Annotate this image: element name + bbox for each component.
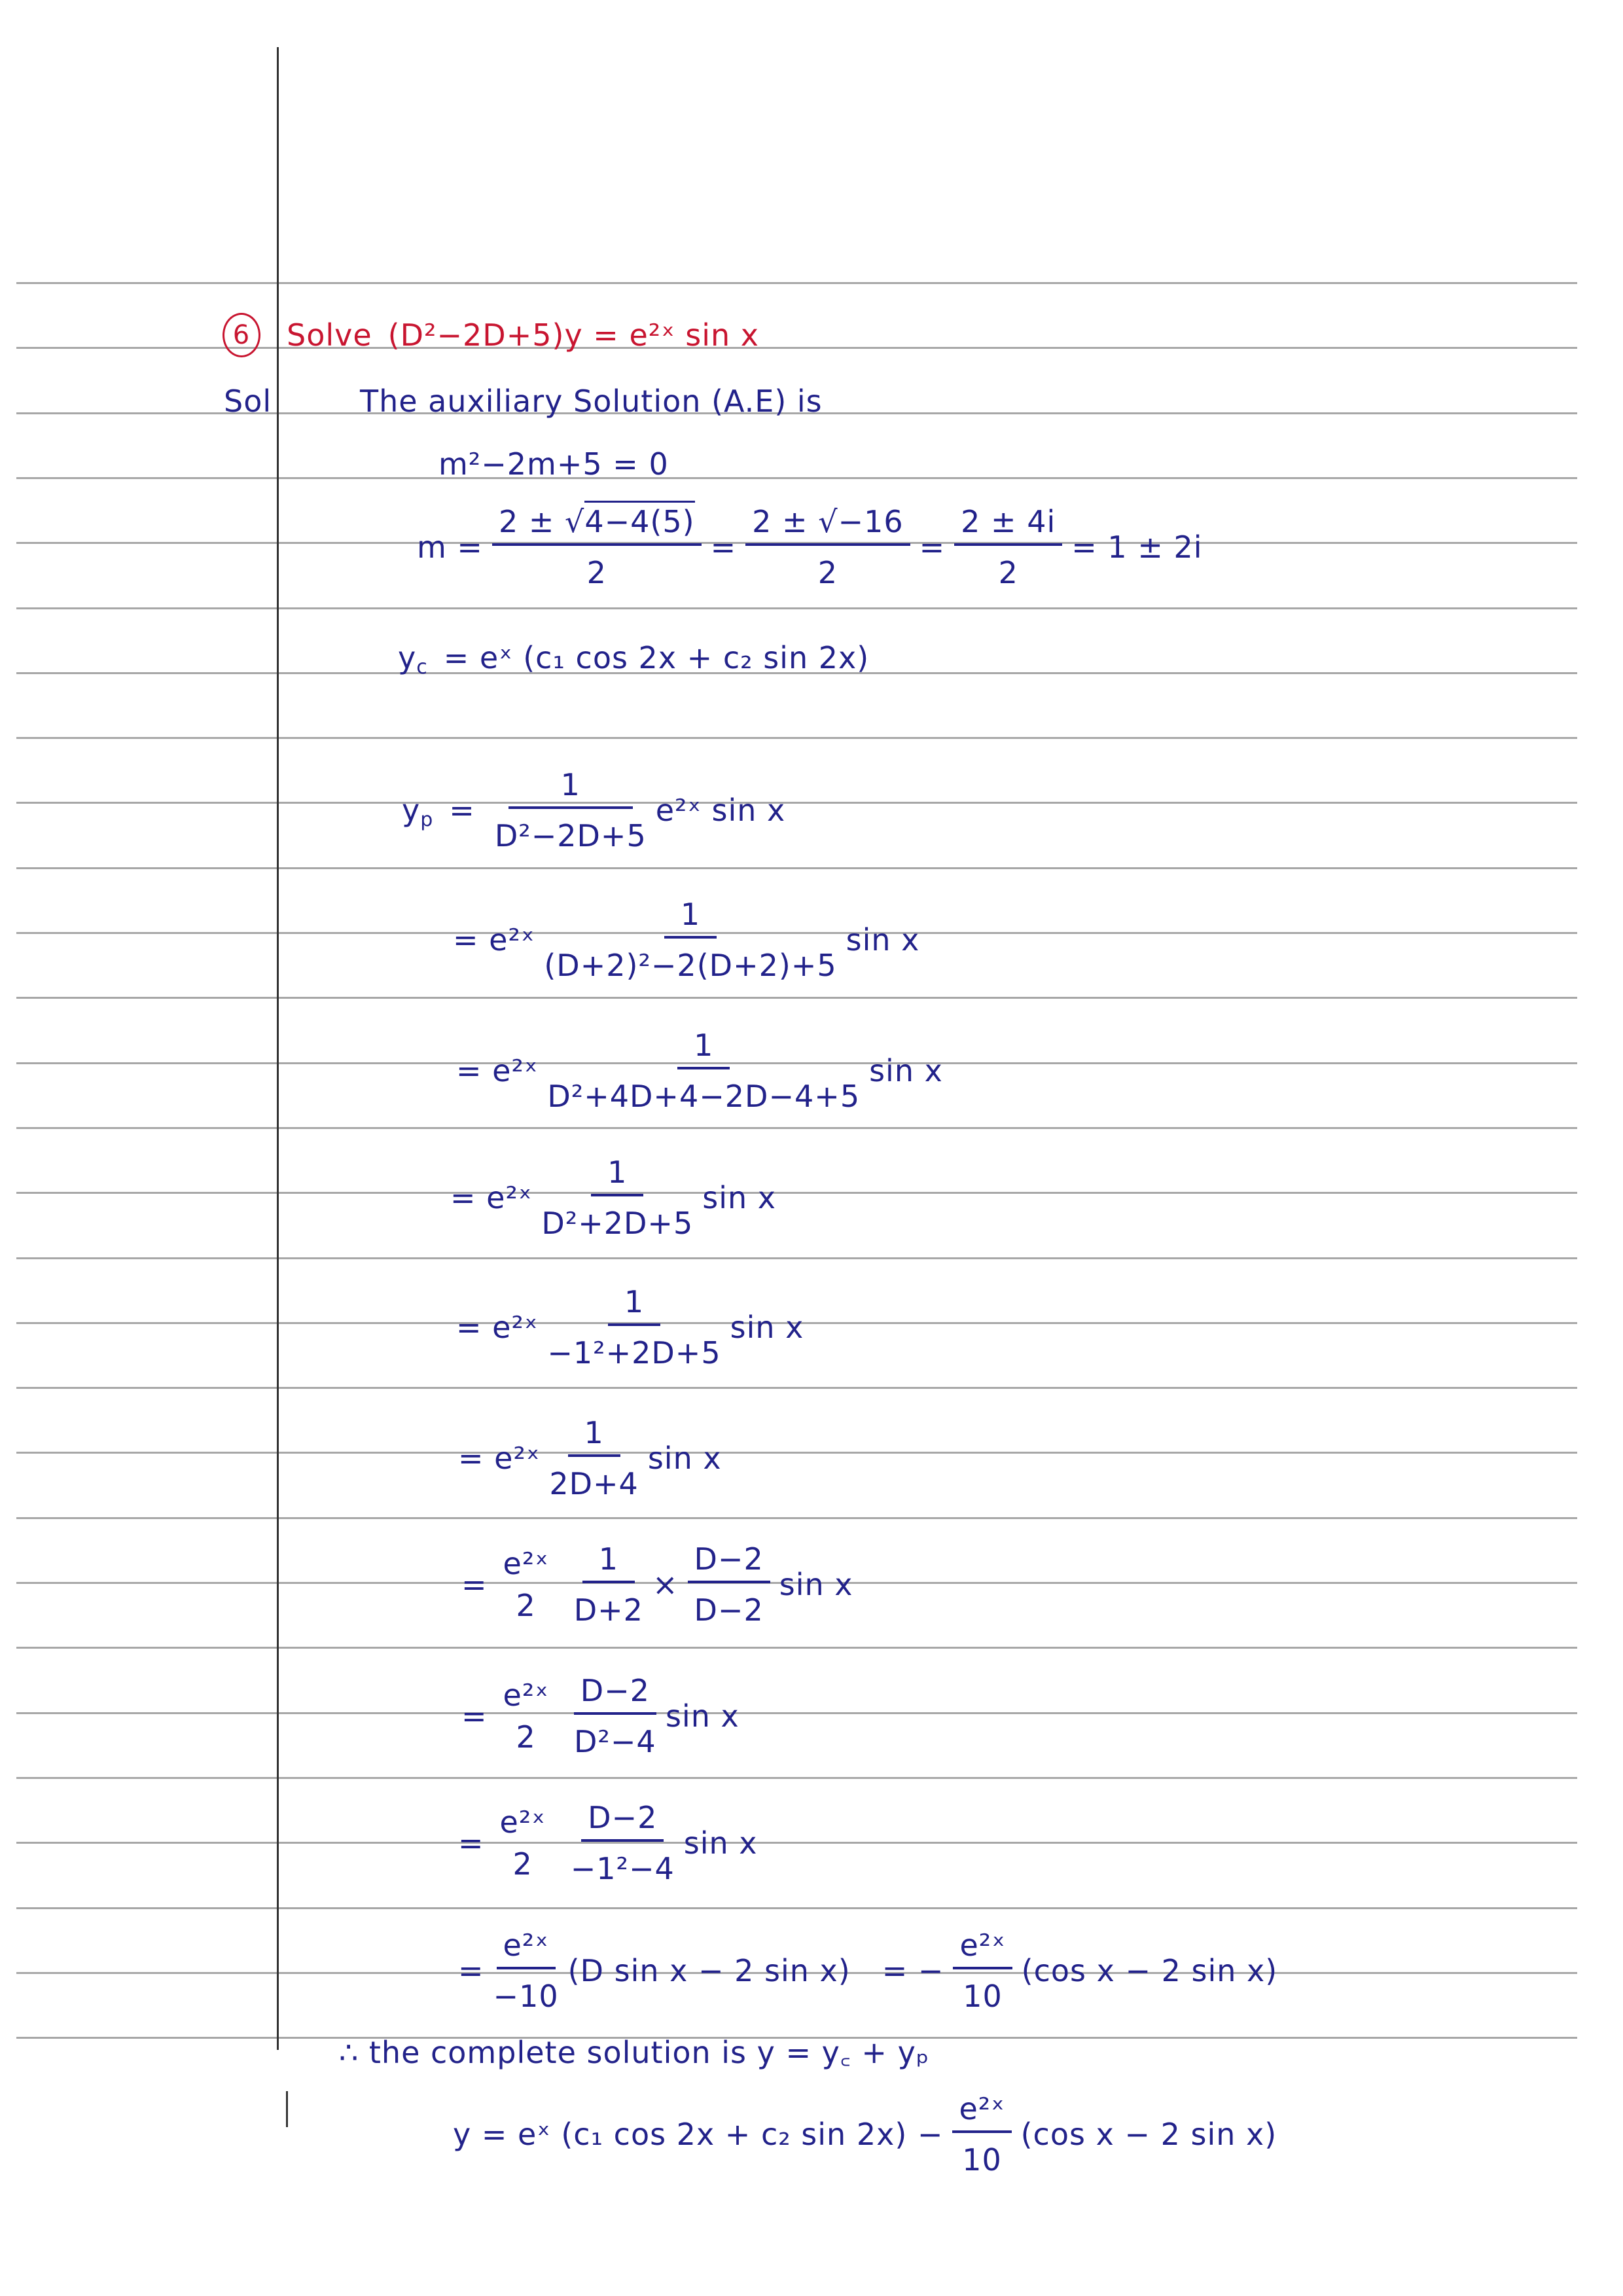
yp-rhs: e²ˣ sin x (655, 793, 786, 828)
den: D−2 (694, 1592, 764, 1628)
solution-label: Sol (224, 384, 272, 419)
num: 2 ± √−16 (745, 504, 910, 546)
step-post: sin x (846, 922, 920, 958)
num: 1 (677, 1028, 730, 1069)
den: D²−4 (574, 1724, 656, 1759)
equals-minus: = − (882, 1953, 944, 1988)
ruled-line (16, 477, 1577, 479)
den: 10 (963, 1979, 1003, 2014)
step-2 (456, 1028, 943, 1114)
den: −1²+2D+5 (547, 1335, 721, 1371)
den: (D+2)²−2(D+2)+5 (544, 948, 837, 983)
step-post: sin x (647, 1441, 722, 1476)
step-body: (D sin x − 2 sin x) (567, 1953, 851, 1988)
den: −1²−4 (570, 1851, 675, 1886)
step-9 (458, 1928, 1277, 2014)
den: D²+4D+4−2D−4+5 (547, 1079, 861, 1114)
roots-result: = 1 ± 2i (1071, 529, 1203, 565)
subscript: c (416, 655, 428, 679)
roots-lhs: m = (417, 529, 483, 565)
y: y (402, 793, 421, 828)
step-pre: = e²ˣ (458, 1441, 541, 1476)
ruled-line (16, 1517, 1577, 1519)
den: 2 (516, 1588, 536, 1623)
step-7 (461, 1673, 740, 1759)
step-5 (458, 1415, 722, 1501)
times: × (652, 1567, 679, 1602)
den: 2 (512, 1846, 533, 1882)
ruled-line (16, 802, 1577, 804)
fraction (544, 897, 836, 983)
ruled-line (16, 867, 1577, 869)
step-pre: = e²ˣ (456, 1310, 539, 1345)
fraction (549, 1415, 639, 1501)
fraction (574, 1541, 643, 1628)
ruled-line (16, 282, 1577, 284)
conclusion-text: ∴ the complete solution is y = y꜀ + yₚ (339, 2035, 930, 2070)
num: 1 (608, 1284, 660, 1326)
den: 2 (998, 555, 1018, 590)
fraction (547, 1028, 860, 1114)
step-post: sin x (730, 1310, 804, 1345)
problem-number: 6 (223, 313, 260, 357)
ruled-line (16, 607, 1577, 609)
solve-label: Solve (287, 317, 372, 353)
ruled-line (16, 1777, 1577, 1779)
num: 1 (664, 897, 717, 939)
fraction (495, 767, 647, 853)
step-pre: = e²ˣ (453, 922, 535, 958)
coef-fraction-2 (953, 1928, 1012, 2014)
num: 2 ± 4i (954, 504, 1062, 546)
final-solution (453, 2091, 1277, 2178)
root-fraction-1 (492, 504, 702, 590)
complementary-function (398, 640, 870, 679)
step-4 (456, 1284, 804, 1371)
final-rhs: (cos x − 2 sin x) (1020, 2117, 1277, 2152)
ruled-line (16, 1387, 1577, 1389)
equals: = (461, 1567, 488, 1602)
den: 2 (586, 555, 607, 590)
intro-text: The auxiliary Solution (A.E) is (360, 384, 823, 419)
den: D+2 (573, 1592, 643, 1628)
fraction (547, 1284, 721, 1371)
step-post: sin x (683, 1825, 758, 1861)
step-post: sin x (702, 1180, 776, 1215)
step-body-2: (cos x − 2 sin x) (1021, 1953, 1278, 1988)
den: 10 (962, 2142, 1002, 2178)
margin-line-tail (286, 2091, 288, 2127)
num: e²ˣ (503, 1546, 549, 1581)
ruled-line (16, 997, 1577, 999)
equals: = (458, 1825, 484, 1861)
equals: = (919, 529, 946, 565)
multiplier-fraction (688, 1541, 770, 1628)
step-6 (461, 1541, 853, 1628)
num: e²ˣ (503, 1677, 549, 1713)
step-1 (453, 897, 919, 983)
equals: = (461, 1698, 488, 1734)
num: 1 (591, 1155, 643, 1196)
ruled-line (16, 1647, 1577, 1649)
problem-equation: (D²−2D+5)y = e²ˣ sin x (387, 317, 759, 353)
num: D−2 (581, 1800, 664, 1842)
coef-fraction (497, 1546, 556, 1623)
ruled-line (16, 1257, 1577, 1259)
equals: = (710, 529, 737, 565)
fraction (574, 1673, 656, 1759)
problem-statement (223, 313, 759, 357)
num: 1 (508, 767, 633, 809)
step-pre: = e²ˣ (456, 1053, 539, 1088)
ruled-line (16, 1192, 1577, 1194)
step-post: sin x (869, 1053, 943, 1088)
num: D−2 (688, 1541, 770, 1583)
num: e²ˣ (497, 1928, 556, 1969)
ruled-line (16, 1842, 1577, 1844)
num: e²ˣ (952, 2091, 1011, 2133)
num: e²ˣ (953, 1928, 1012, 1969)
step-3 (450, 1155, 776, 1241)
equals: = (449, 793, 475, 828)
den: D²−2D+5 (494, 818, 647, 853)
step-post: sin x (779, 1567, 853, 1602)
y: y (398, 640, 417, 675)
particular-integral (402, 767, 785, 853)
roots-line (417, 504, 1203, 590)
final-fraction (952, 2091, 1011, 2178)
root-fraction-2 (745, 504, 910, 590)
den: 2D+4 (549, 1466, 639, 1501)
num: 1 (568, 1415, 620, 1457)
equals: = (458, 1953, 484, 1988)
coef-fraction (497, 1677, 556, 1755)
final-lhs: y = eˣ (c₁ cos 2x + c₂ sin 2x) − (453, 2117, 944, 2152)
fraction (571, 1800, 675, 1886)
num: D−2 (574, 1673, 656, 1715)
step-8 (458, 1800, 758, 1886)
ruled-line (16, 1127, 1577, 1129)
step-post: sin x (665, 1698, 740, 1734)
step-pre: = e²ˣ (450, 1180, 533, 1215)
den: 2 (516, 1719, 536, 1755)
root-fraction-3 (954, 504, 1062, 590)
radicand: 4−4(5) (584, 501, 694, 539)
fraction (541, 1155, 693, 1241)
coef-fraction (493, 1928, 559, 2014)
num-pre: 2 ± √ (498, 504, 585, 539)
num: 1 (582, 1541, 635, 1583)
coef-fraction (493, 1804, 552, 1882)
den: −10 (493, 1979, 559, 2014)
den: D²+2D+5 (541, 1206, 694, 1241)
ruled-line (16, 1712, 1577, 1714)
ruled-line (16, 737, 1577, 739)
ruled-line (16, 1452, 1577, 1454)
num: e²ˣ (499, 1804, 546, 1840)
subscript: p (420, 808, 434, 831)
ruled-line (16, 1907, 1577, 1909)
den: 2 (817, 555, 838, 590)
auxiliary-equation: m²−2m+5 = 0 (438, 446, 669, 482)
yc-rhs: = eˣ (c₁ cos 2x + c₂ sin 2x) (443, 640, 870, 675)
